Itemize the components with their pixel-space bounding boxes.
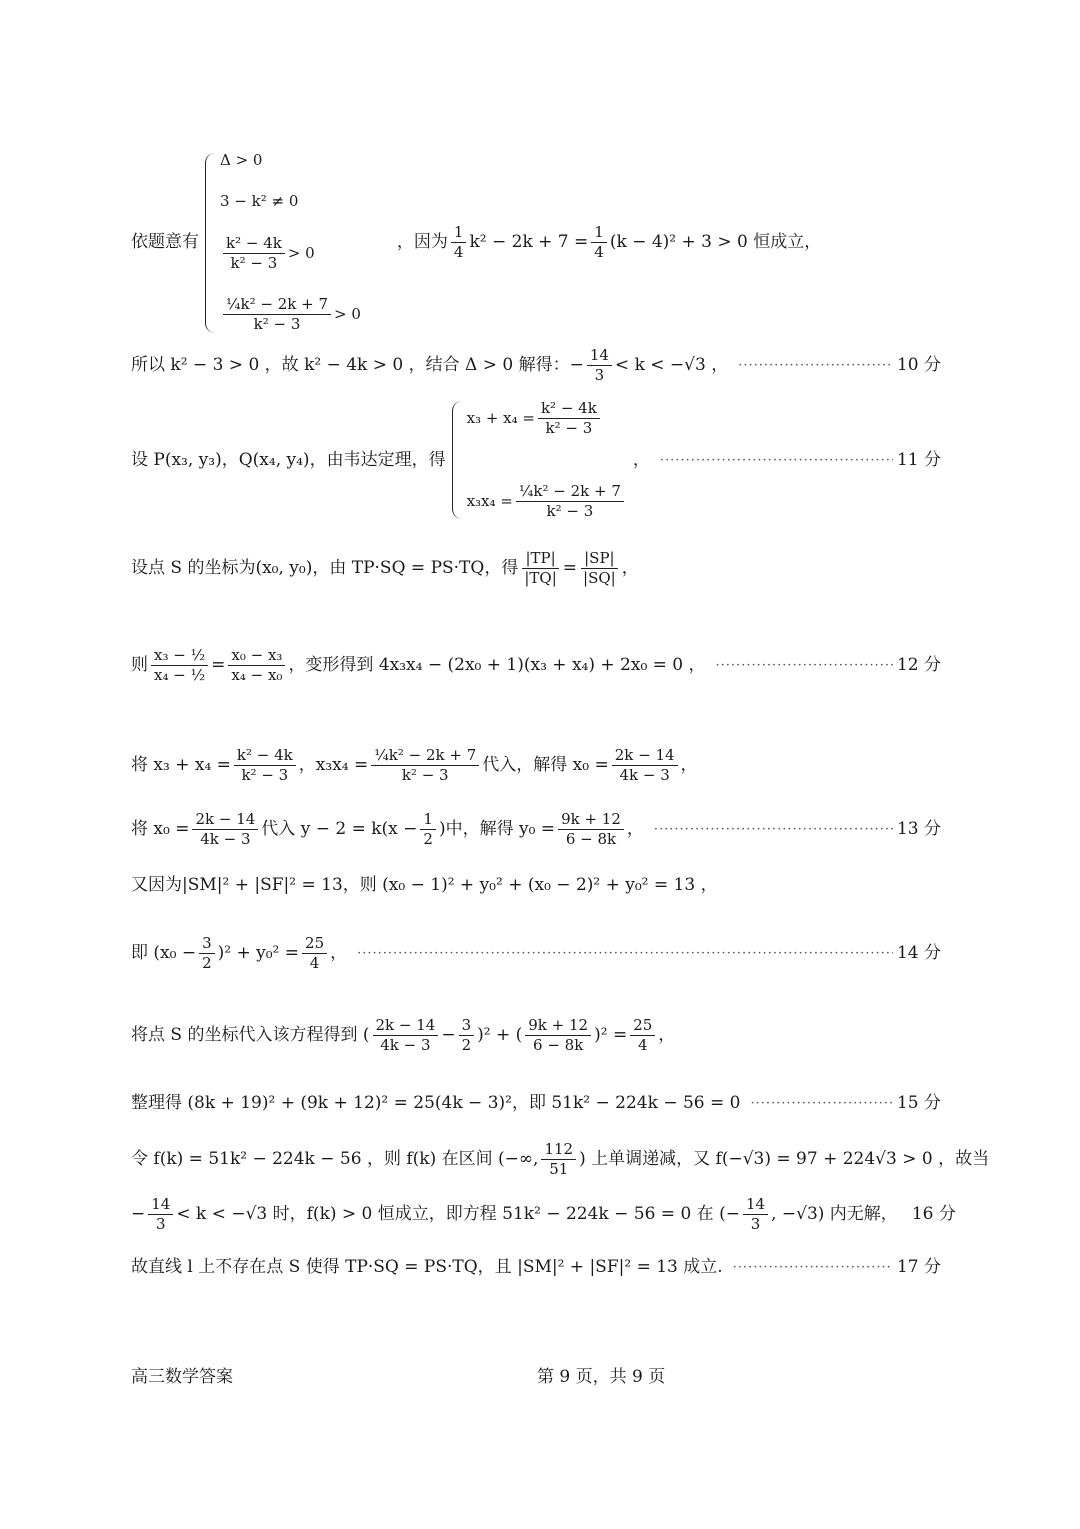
score-label: 10 分: [896, 354, 941, 375]
score-label: 14 分: [896, 942, 941, 963]
line-substitute-x0: 将 x₃ + x₄ = $\frac{\text{k² − 4k}}{\text{k² − 3}}$ ，x₃x₄ = $\frac{\text{¼k² − 2k + 7}}{\text{k² − 3}}$ 代入，解得 x₀ = $\frac{2k - 14}{4k - 3}$ ，: [131, 745, 698, 784]
left-brace: [205, 153, 216, 333]
line-system-conditions: 依题意有 Δ > 0 3 − k² ≠ 0 $\frac{\text{k² − 4k}}{\text{k² − 3}}$ > 0 $\frac{\text{¼k² − 2k + 7}}{\text{k² − 3}}$ > 0 ，因为 $\frac{1}{4}$ k² − 2k + 7 = $\frac{1}{4}$ (k − 4)² + 3 > 0 恒成立，: [131, 150, 822, 334]
score-label: 12 分: [896, 654, 941, 675]
condition-system: [205, 150, 361, 334]
condition-3: $\frac{\text{k² − 4k}}{\text{k² − 3}}$ > 0: [220, 236, 361, 271]
line-substitute-s: 将点 S 的坐标代入该方程得到 ( $\frac{2k - 14}{4k - 3}$ − $\frac{3}{2}$ )² + ( $\frac{9k + 12}{6 - 8k}$ )² = $\frac{25}{4}$ ，: [131, 1016, 676, 1054]
line-no-solution: − $\frac{14}{3}$ < k < −√3 时，f(k) > 0 恒成立，即方程 51k² − 224k − 56 = 0 在 (− $\frac{14}{3}$ , −√3) 内无解， 16 分: [131, 1194, 956, 1233]
line1-lead: 依题意有: [131, 232, 199, 252]
line-k-range: 所以 k² − 3 > 0 ，故 k² − 4k > 0 ，结合 Δ > 0 解得：− $\frac{14}{3}$ < k < −√3 ， ····· 10 分: [131, 345, 941, 385]
line-point-s: 设点 S 的坐标为(x₀, y₀)，由 TP·SQ = PS·TQ，得 $\frac{|TP|}{|TQ|}$ = $\frac{|SP|}{|SQ|}$ ，: [131, 548, 639, 587]
line-distance-condition: 又因为|SM|² + |SF|² = 13，则 (x₀ − 1)² + y₀² + (x₀ − 2)² + y₀² = 13 ，: [131, 874, 718, 895]
line-ratio: 则 $\frac{\text{x₃ − ½}}{\text{x₄ − ½}}$ = $\frac{\text{x₀ − x₃}}{\text{x₄ − x₀}}$ ，变形得到 4x₃x₄ − (2x₀ + 1)(x₃ + x₄) + 2x₀ = 0 ， ····· 12 分: [131, 625, 941, 705]
line-simplify: 整理得 (8k + 19)² + (9k + 12)² = 25(4k − 3)²，即 51k² − 224k − 56 = 0 ····· 15 分: [131, 1088, 941, 1118]
leader-dots: [750, 1097, 892, 1110]
fraction-quarter-2: $\frac{1}{4}$: [591, 225, 607, 260]
vieta-system: x₃ + x₄ = $\frac{\text{k² − 4k}}{\text{k² − 3}}$ x₃x₄ = $\frac{\text{¼k² − 2k + 7}}{\text{k² − 3}}$: [452, 401, 627, 519]
condition-1: Δ > 0: [220, 150, 263, 169]
score-label: 17 分: [896, 1256, 941, 1277]
leader-dots: [716, 659, 893, 672]
line-function-f: 令 f(k) = 51k² − 224k − 56 ，则 f(k) 在区间 (−∞, $\frac{112}{51}$ ) 上单调递减，又 f(−√3) = 97 + 224√3 > 0 ，故当: [131, 1139, 990, 1178]
condition-4: $\frac{\text{¼k² − 2k + 7}}{\text{k² − 3}}$ > 0: [220, 297, 361, 332]
line-vieta: 设 P(x₃, y₃)，Q(x₄, y₄)，由韦达定理，得 x₃ + x₄ = $\frac{\text{k² − 4k}}{\text{k² − 3}}$ x₃x₄ = $\frac{\text{¼k² − 2k + 7}}{\text{k² − 3}}$ ， ····· 11 分: [131, 400, 941, 520]
leader-dots: [654, 823, 893, 836]
leader-dots: [357, 947, 893, 960]
condition-2: 3 − k² ≠ 0: [220, 192, 299, 211]
line-circle-equation: 即 (x₀ − $\frac{3}{2}$ )² + y₀² = $\frac{25}{4}$ ， ····· 14 分: [131, 928, 941, 978]
leader-dots: [660, 454, 893, 467]
line-solve-y0: 将 x₀ = $\frac{2k - 14}{4k - 3}$ 代入 y − 2 = k(x − $\frac{1}{2}$ )中，解得 y₀ = $\frac{9k + 12}{6 - 8k}$ ， ····· 13 分: [131, 805, 941, 853]
leader-dots: [733, 1261, 893, 1274]
score-label: 15 分: [896, 1092, 941, 1113]
score-label: 16 分: [911, 1203, 956, 1224]
footer-page-number: 第 9 页，共 9 页: [537, 1367, 666, 1387]
leader-dots: [738, 359, 893, 372]
score-label: 13 分: [896, 818, 941, 839]
footer-left: 高三数学答案: [131, 1367, 233, 1387]
score-label: 11 分: [896, 449, 941, 470]
fraction-quarter: $\frac{1}{4}$: [451, 225, 467, 260]
line-conclusion: 故直线 l 上不存在点 S 使得 TP·SQ = PS·TQ，且 |SM|² + |SF|² = 13 成立. ····· 17 分: [131, 1252, 941, 1282]
left-brace: [452, 401, 463, 519]
